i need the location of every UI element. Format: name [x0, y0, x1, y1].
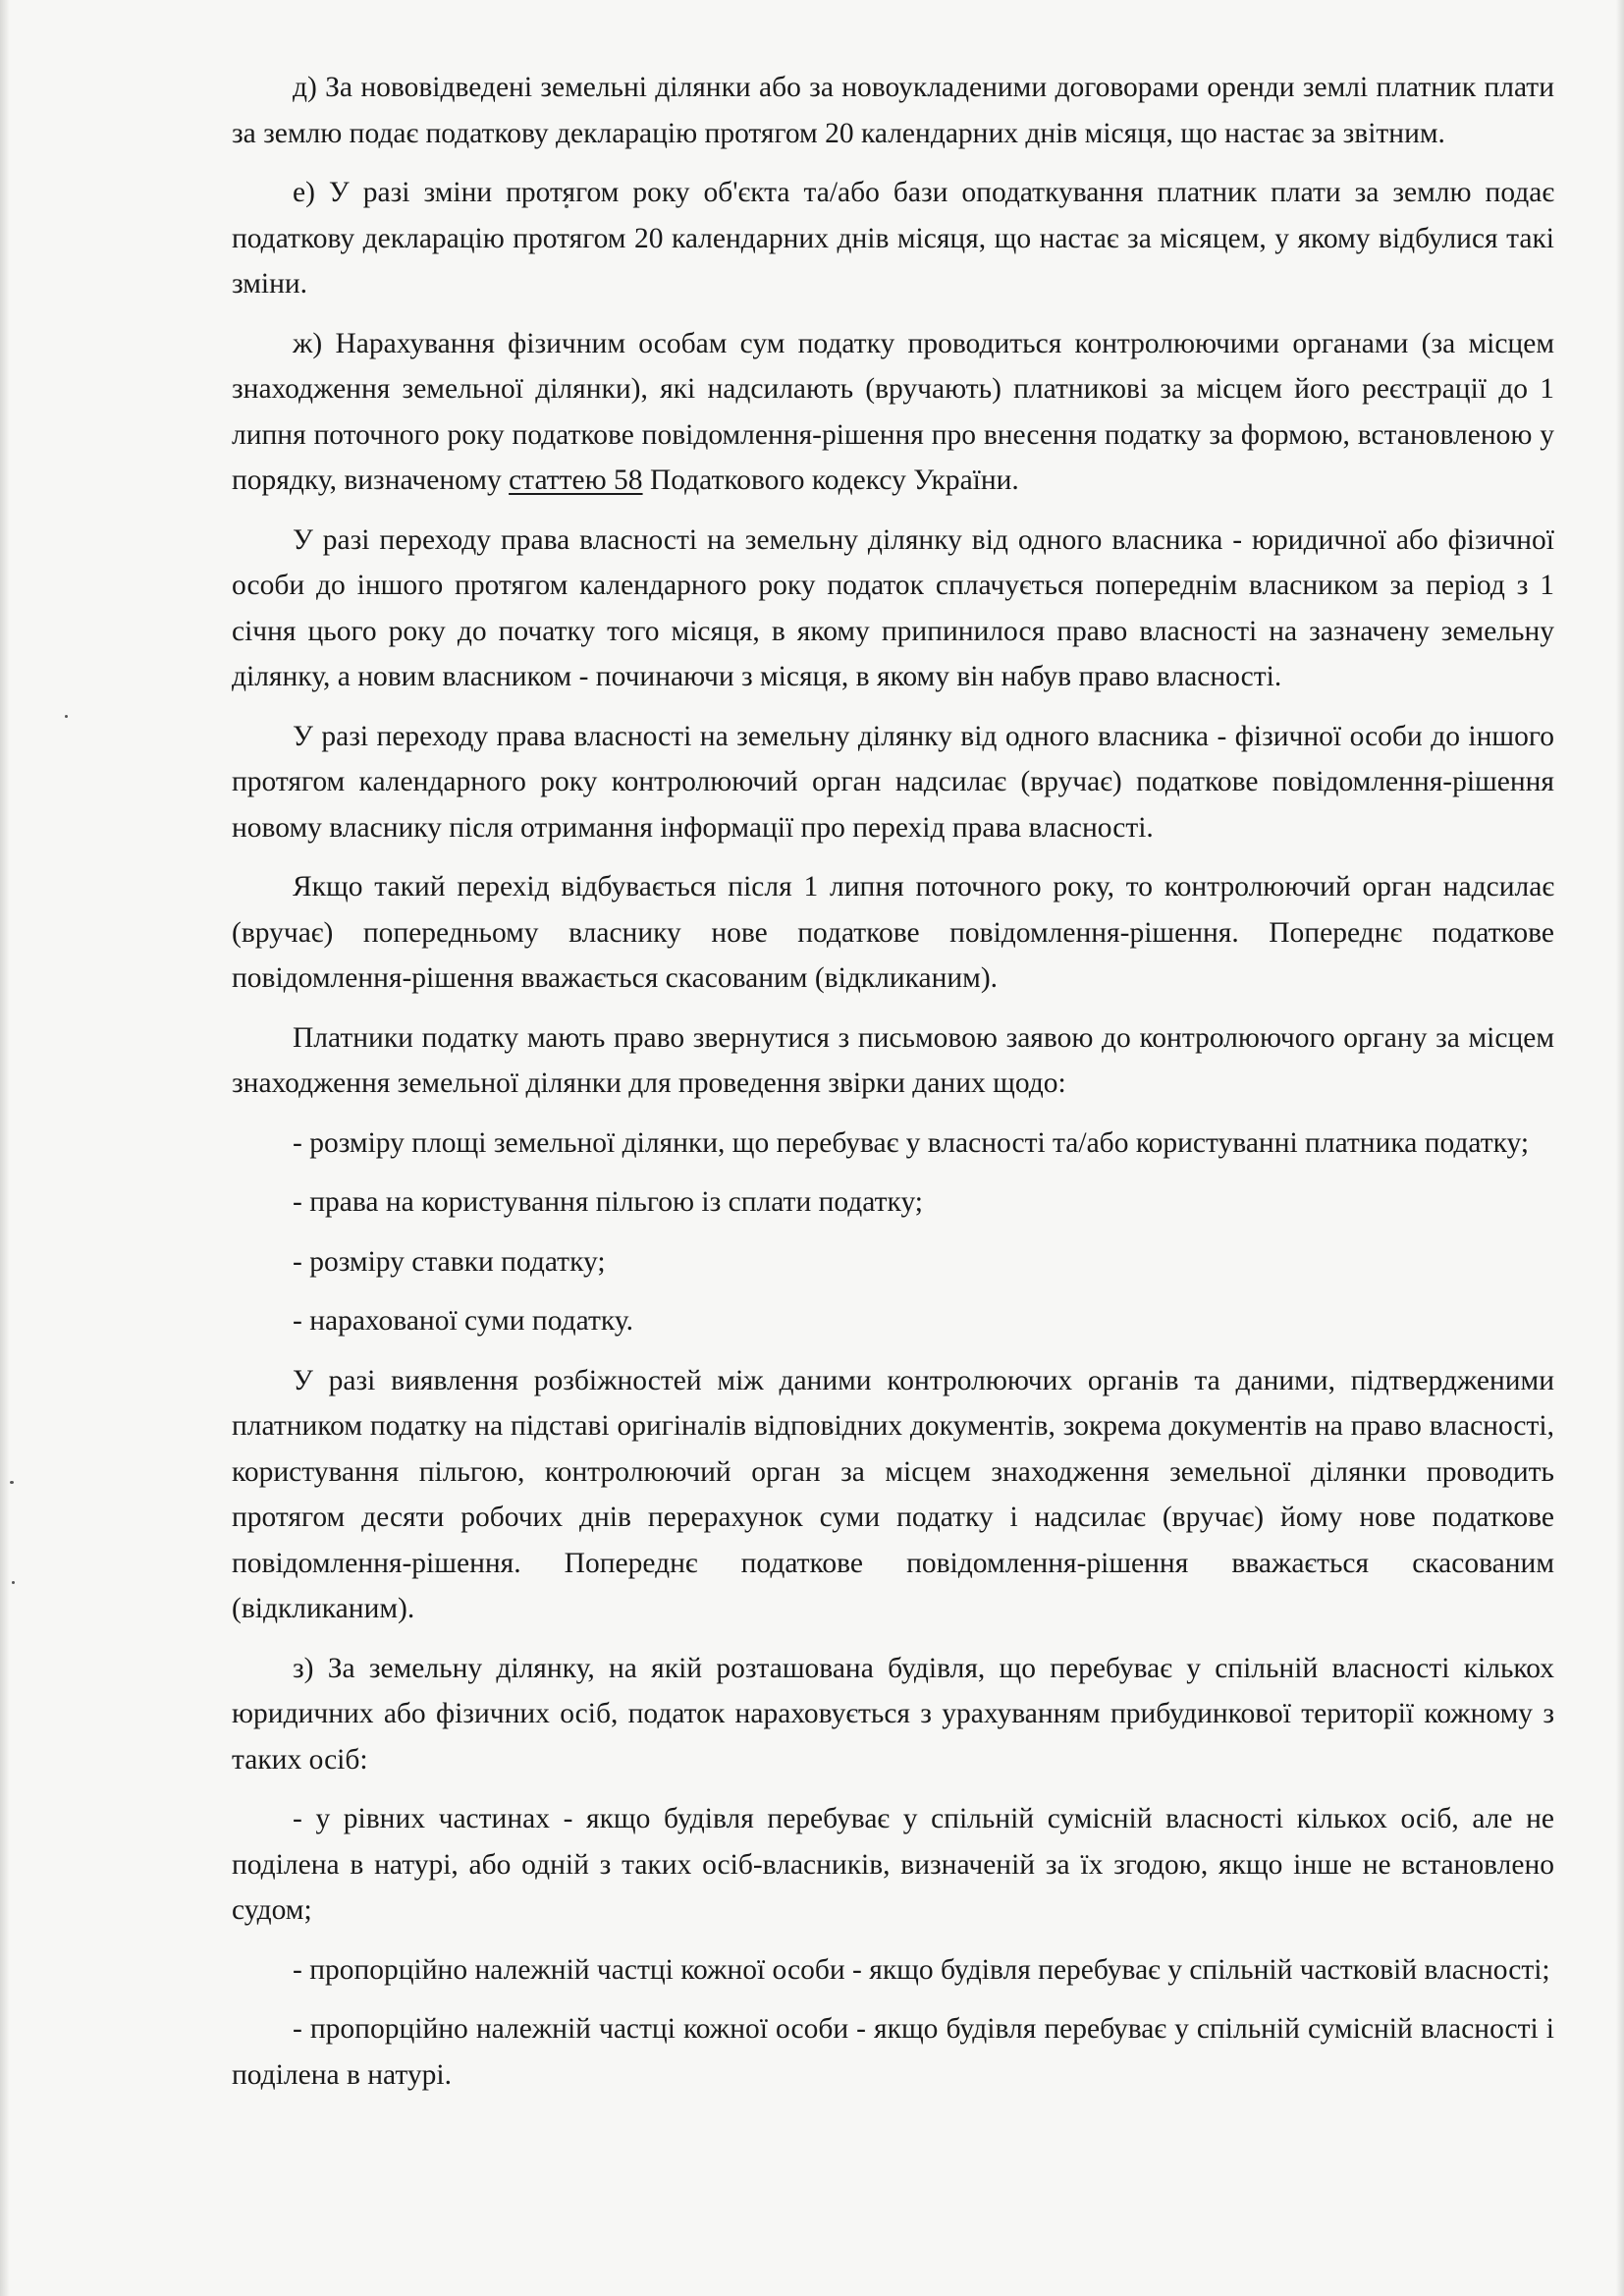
- scan-speck: [10, 1481, 14, 1484]
- list-item-benefit: - права на користування пільгою із сплати податку;: [293, 1186, 923, 1218]
- list-item-area: - розміру площі земельної ділянки, що перебуває у власності та/або користуванні платника податку;: [293, 1126, 1530, 1159]
- scan-speck: [12, 1581, 15, 1584]
- article-58-link[interactable]: статтею 58: [509, 465, 643, 496]
- list-item-shared-ownership: - пропорційно належній частці кожної особи - якщо будівля перебуває у спільній частковій власності;: [293, 1953, 1550, 1986]
- paragraph-d: д) За нововідведені земельні ділянки або за новоукладеними договорами оренди землі платник плати за землю подає податкову декларацію протягом 20 календарних днів місяця, що настає за звітним.: [232, 72, 1554, 149]
- paragraph-e: е) У разі зміни протягом року об'єкта та/або бази оподаткування платник плати за землю подає податкову декларацію протягом 20 календарних днів місяця, що настає за місяцем, у якому відбулися такі зміни.: [232, 177, 1554, 300]
- paragraph-zh-tail: Податкового кодексу України.: [642, 465, 1019, 496]
- list-item-divided-in-kind: - пропорційно належній частці кожної особи - якщо будівля перебуває у спільній сумісній власності і поділена в натурі.: [232, 2013, 1554, 2091]
- scan-speck: [65, 715, 68, 718]
- paragraph-reconciliation-right: Платники податку мають право звернутися з письмовою заявою до контролюючого органу за місцем знаходження земельної ділянки для проведення звірки даних щодо:: [232, 1021, 1554, 1099]
- list-item-amount: - нарахованої суми податку.: [293, 1305, 633, 1337]
- document-body: [232, 65, 1554, 2111]
- list-item-equal-parts: - у рівних частинах - якщо будівля перебуває у спільній сумісній власності кількох осіб, але не поділена в натурі, або одній з таких осіб-власників, визначеній за їх згодою, якщо інше не встановлено судом;: [232, 1803, 1554, 1926]
- paragraph-zh-text: ж) Нарахування фізичним особам сум податку проводиться контролюючими органами (за місцем знаходження земельної ділянки), які надсилають (вручають) платникові за місцем його реєстрації до 1 липня поточного року податкове повідомлення-рішення про внесення податку за формою, встановленою у порядку, визначеному: [232, 327, 1554, 496]
- paragraph-zh: [232, 321, 1554, 504]
- paragraph-discrepancies: У разі виявлення розбіжностей між даними контролюючих органів та даними, підтвердженими платником податку на підставі оригіналів відповідних документів, зокрема документів на право власності, користування пільгою, контролюючий орган за місцем знаходження земельної ділянки проводить протягом десяти робочих днів перерахунок суми податку і надсилає (вручає) йому нове податкове повідомлення-рішення. Попереднє податкове повідомлення-рішення вважається скасованим (відкликаним).: [232, 1364, 1554, 1624]
- paragraph-after-july: Якщо такий перехід відбувається після 1 липня поточного року, то контролюючий орган надсилає (вручає) попередньому власнику нове податкове повідомлення-рішення. Попереднє податкове повідомлення-рішення вважається скасованим (відкликаним).: [232, 871, 1554, 994]
- paragraph-z: з) За земельну ділянку, на якій розташована будівля, що перебуває у спільній власності кількох юридичних або фізичних осіб, податок нараховується з урахуванням прибудинкової території кожному з таких осіб:: [232, 1652, 1554, 1776]
- page-edge-right: [1616, 0, 1624, 2296]
- paragraph-ownership-transfer-legal: У разі переходу права власності на земельну ділянку від одного власника - юридичної або фізичної особи до іншого протягом календарного року податок сплачується попереднім власником за період з 1 січня цього року до початку того місяця, в якому припинилося право власності на зазначену земельну ділянку, а новим власником - починаючи з місяця, в якому він набув право власності.: [232, 523, 1554, 692]
- page-edge-left: [0, 0, 10, 2296]
- list-item-rate: - розміру ставки податку;: [293, 1245, 606, 1278]
- paragraph-ownership-transfer-individual: У разі переходу права власності на земельну ділянку від одного власника - фізичної особи до іншого протягом календарного року контролюючий орган надсилає (вручає) податкове повідомлення-рішення новому власнику після отримання інформації про перехід права власності.: [232, 720, 1554, 844]
